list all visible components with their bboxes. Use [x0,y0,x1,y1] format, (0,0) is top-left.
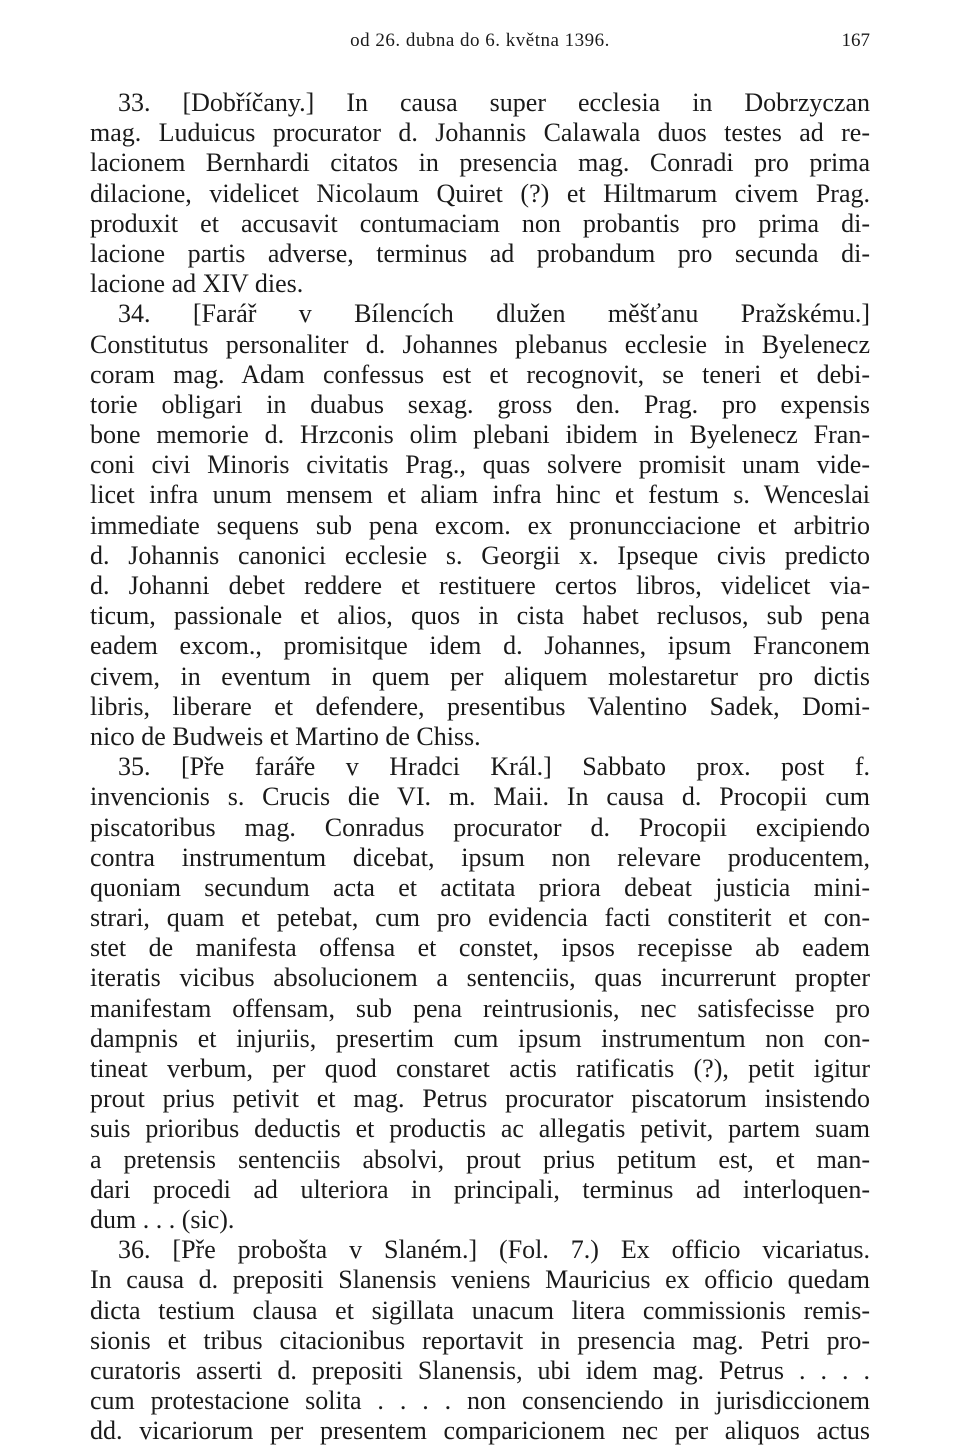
text-line: 35. [Pře faráře v Hradci Král.] Sabbato prox. post f. [118,752,870,782]
text-line: a pretensis sentenciis absolvi, prout prius petitum est, et man- [90,1144,870,1174]
text-line: dampnis et injuriis, presertim cum ipsum instrumentum non con- [90,1023,870,1053]
text-line: cum protestacione solita . . . . non consenciendo in jurisdiccionem [90,1386,870,1416]
text-line: 34. [Farář v Bílencích dlužen měšťanu Pražskému.] [118,299,870,329]
text-line: 36. [Pře probošta v Slaném.] (Fol. 7.) Ex officio vicariatus. [118,1235,870,1265]
text-line: invencionis s. Crucis die VI. m. Maii. In causa d. Procopii cum [90,782,870,812]
text-line: nico de Budweis et Martino de Chiss. [90,721,481,751]
text-line: dilacione, videlicet Nicolaum Quiret (?) et Hiltmarum civem Prag. [90,178,870,208]
text-line: coni civi Minoris civitatis Prag., quas solvere promisit unam vide- [90,450,870,480]
text-line: strari, quam et petebat, cum pro evidencia facti constiterit et con- [90,903,870,933]
text-line: ticum, passionale et alios, quos in cista habet reclusos, sub pena [90,601,870,631]
text-line: 33. [Dobříčany.] In causa super ecclesia in Dobrzyczan [118,88,870,117]
text-line: lacionem Bernhardi citatos in presencia mag. Conradi pro prima [90,148,870,178]
running-title: od 26. dubna do 6. května 1396. [350,30,610,51]
document-body [90,88,870,1446]
text-line: lacione ad XIV dies. [90,269,304,299]
text-line: tineat verbum, per quod constaret actis ratificatis (?), petit igitur [90,1054,870,1083]
text-line: curatoris asserti d. prepositi Slanensis, ubi idem mag. Petrus . . . . [90,1355,870,1385]
text-line: mag. Luduicus procurator d. Johannis Calawala duos testes ad re- [90,118,870,148]
text-line: coram mag. Adam confessus est et recognovit, se teneri et debi- [90,359,870,389]
text-line: manifestam offensam, sub pena reintrusionis, nec satisfecisse pro [90,993,870,1023]
text-line: quoniam secundum acta et actitata priora debeat justicia mini- [90,872,870,902]
text-line: lacione partis adverse, terminus ad probandum pro secunda di- [90,238,870,268]
text-line: piscatoribus mag. Conradus procurator d. Procopii excipiendo [90,812,870,842]
text-line: torie obligari in duabus sexag. gross den. Prag. pro expensis [90,389,870,419]
text-line: In causa d. prepositi Slanensis veniens Mauricius ex officio quedam [90,1265,870,1295]
text-line: dari procedi ad ulteriora in principali, terminus ad interloquen- [90,1174,870,1204]
text-line: d. Johanni debet reddere et restituere certos libros, videlicet via- [90,571,870,600]
text-line: sionis et tribus citacionibus reportavit in presencia mag. Petri pro- [90,1325,870,1355]
text-line: stet de manifesta offensa et constet, ipsos recepisse ab eadem [90,933,870,963]
text-line: bone memorie d. Hrzconis olim plebani ibidem in Byelenecz Fran- [90,420,870,450]
text-line: contra instrumentum dicebat, ipsum non relevare producentem, [90,842,870,872]
text-line: eadem excom., promisitque idem d. Johannes, ipsum Franconem [90,631,870,661]
text-line: civem, in eventum in quem per aliquem molestaretur pro dictis [90,661,870,691]
text-line: dum . . . (sic). [90,1204,235,1234]
text-line: iteratis vicibus absolucionem a sentenciis, quas incurrerunt propter [90,963,870,993]
text-line: immediate sequens sub pena excom. ex pronuncciacione et arbitrio [90,510,870,540]
page-number: 167 [841,30,870,51]
text-line: Constitutus personaliter d. Johannes plebanus ecclesie in Byelenecz [90,329,870,359]
text-line: produxit et accusavit contumaciam non probantis pro prima di- [90,208,870,238]
running-header [90,30,870,52]
text-line: licet infra unum mensem et aliam infra hinc et festum s. Wenceslai [90,480,870,510]
text-line: dd. vicariorum per presentem comparicionem nec per aliquos actus [90,1416,870,1446]
text-line: prout prius petivit et mag. Petrus procurator piscatorum insistendo [90,1084,870,1114]
text-line: d. Johannis canonici ecclesie s. Georgii x. Ipseque civis predicto [90,540,870,570]
text-line: suis prioribus deductis et productis ac allegatis petivit, partem suam [90,1114,870,1144]
text-line: libris, liberare et defendere, presentibus Valentino Sadek, Domi- [90,691,870,721]
text-line: dicta testium clausa et sigillata unacum litera commissionis remis- [90,1295,870,1325]
